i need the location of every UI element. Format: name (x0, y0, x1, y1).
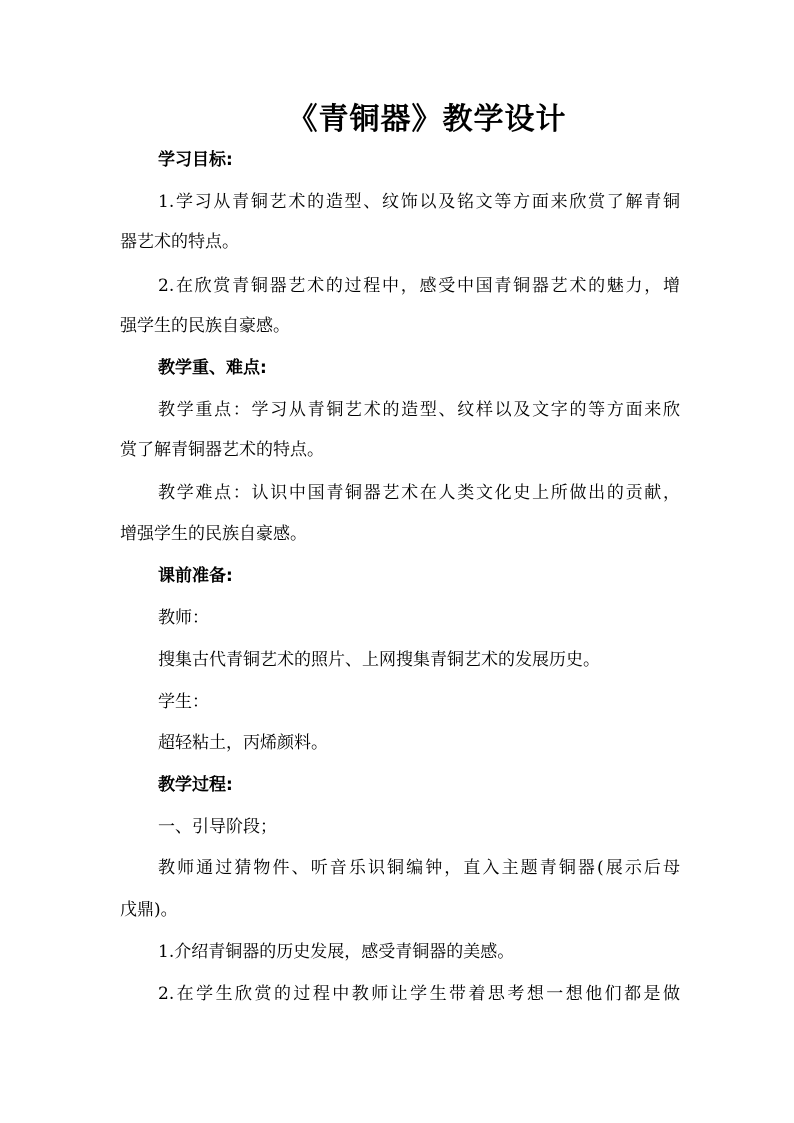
step-1: 1.介绍青铜器的历史发展，感受青铜器的美感。 (158, 942, 515, 962)
teacher-prep: 搜集古代青铜艺术的照片、上网搜集青铜艺术的发展历史。 (158, 650, 600, 670)
student-prep: 超轻粘土，丙烯颜料。 (158, 733, 328, 753)
objective-2-line-1: 2.在欣赏青铜器艺术的过程中，感受中国青铜器艺术的魅力，增 (158, 276, 680, 296)
difficulty-line-2: 增强学生的民族自豪感。 (120, 524, 307, 544)
stage-1-para-line-2: 戊鼎)。 (120, 900, 178, 920)
student-label: 学生： (158, 692, 209, 712)
key-point-line-2: 赏了解青铜器艺术的特点。 (120, 440, 324, 460)
stage-1-para-line-1: 教师通过猜物件、听音乐识铜编钟，直入主题青铜器(展示后母 (158, 858, 680, 878)
step-2-line-1: 2.在学生欣赏的过程中教师让学生带着思考想一想他们都是做 (158, 984, 680, 1004)
key-points-heading: 教学重、难点: (158, 358, 267, 378)
document-title: 《青铜器》教学设计 (287, 102, 567, 137)
teacher-label: 教师： (158, 608, 209, 628)
key-point-line-1: 教学重点：学习从青铜艺术的造型、纹样以及文字的等方面来欣 (158, 400, 680, 420)
preparation-heading: 课前准备: (158, 566, 233, 586)
objective-1-line-1: 1.学习从青铜艺术的造型、纹饰以及铭文等方面来欣赏了解青铜 (158, 192, 680, 212)
process-heading: 教学过程: (158, 775, 233, 795)
objective-1-line-2: 器艺术的特点。 (120, 232, 239, 252)
objectives-heading: 学习目标: (158, 150, 233, 170)
objective-2-line-2: 强学生的民族自豪感。 (120, 316, 290, 336)
stage-1-heading: 一、引导阶段； (158, 817, 277, 837)
difficulty-line-1: 教学难点：认识中国青铜器艺术在人类文化史上所做出的贡献， (158, 483, 680, 503)
